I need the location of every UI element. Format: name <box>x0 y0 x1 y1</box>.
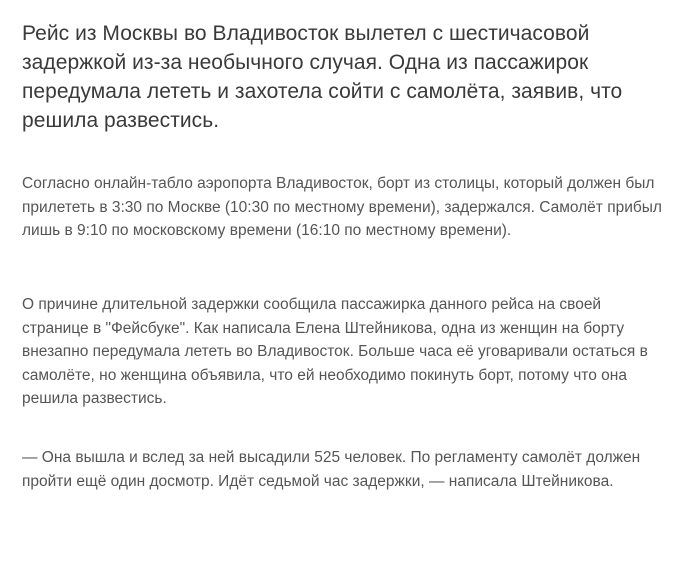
article-paragraph-2: О причине длительной задержки сообщила пассажирка данного рейса на своей странице в "Фейсбуке". Как написала Елена Штейникова, одна из женщин на борту внезапно передумала лететь во Владивосток. Больше часа её уговаривали остаться в самолёте, но женщина объявила, что ей необходимо покинуть борт, потому что она решила развестись. <box>22 296 648 407</box>
article-paragraph-1: Согласно онлайн-табло аэропорта Владивосток, борт из столицы, который должен был прилететь в 3:30 по Москве (10:30 по местному времени), задержался. Самолёт прибыл лишь в 9:10 по московскому времени (16:10 по местному времени). <box>22 175 662 239</box>
article-lead: Рейс из Москвы во Владивосток вылетел с шестичасовой задержкой из-за необычного случая. Одна из пассажирок передумала лететь и захотела сойти с самолёта, заявив, что решила развестись. <box>22 22 623 132</box>
article-paragraph-3: — Она вышла и вслед за ней высадили 525 человек. По регламенту самолёт должен пройти ещё один досмотр. Идёт седьмой час задержки, — написала Штейникова. <box>22 449 641 490</box>
